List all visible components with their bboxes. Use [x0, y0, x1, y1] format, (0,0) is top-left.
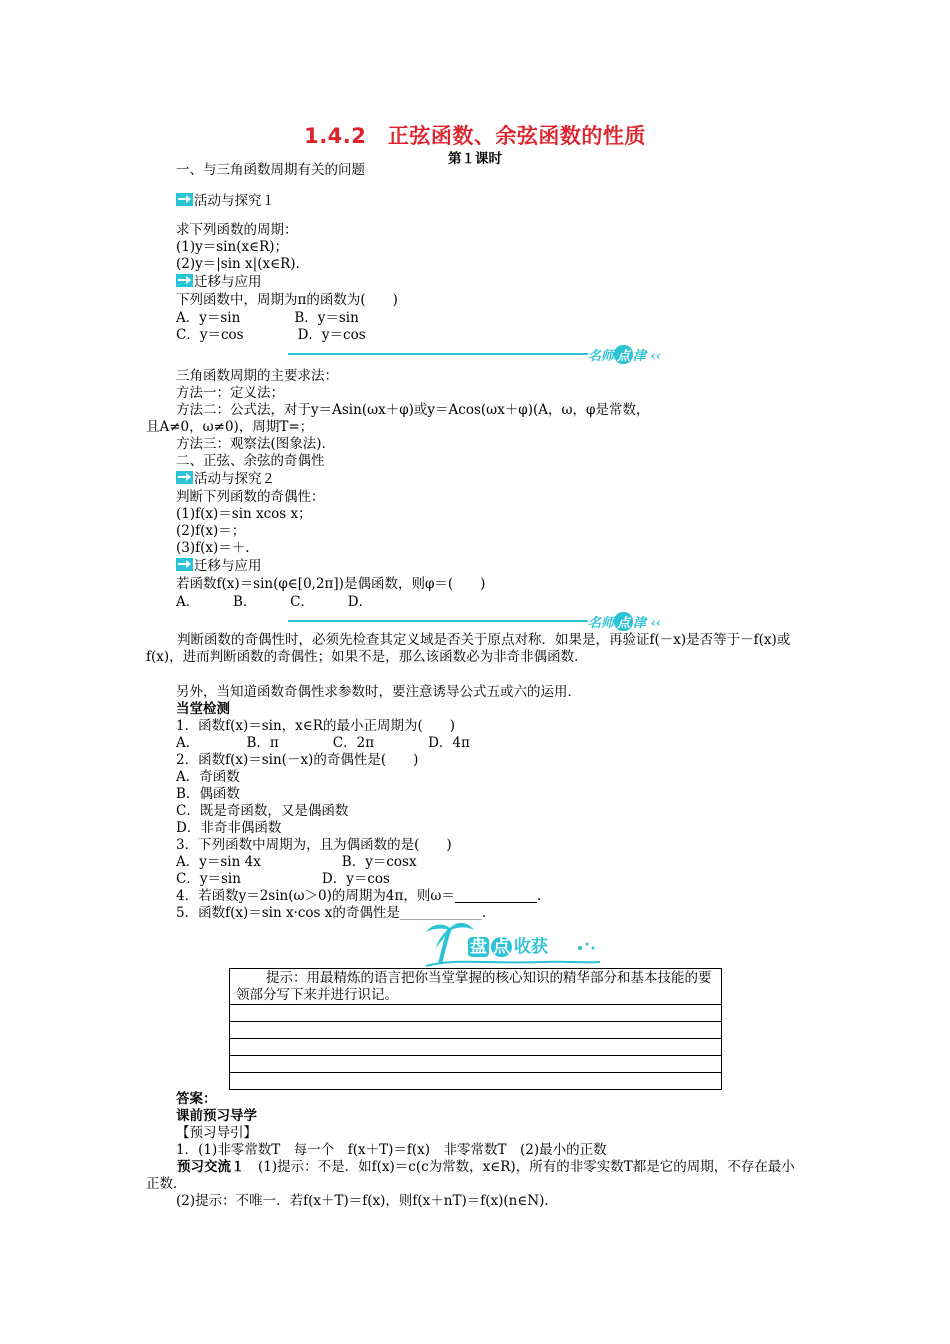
activity-1-item-2: (2)y＝|sin x|(x∈R). [176, 256, 300, 272]
section-heading-1: 一、与三角函数周期有关的问题 [176, 162, 365, 178]
answers-guide-heading: 【预习导引】 [176, 1125, 257, 1141]
activity-2-item-1: (1)f(x)＝sin xcos x； [176, 506, 312, 522]
question-2-option-d: D．非奇非偶函数 [176, 820, 282, 836]
tip-divider-1 [288, 353, 588, 355]
tip-1-line-4: 方法三：观察法(图象法). [176, 436, 326, 452]
transfer-2-options: A． B． C． D． [176, 594, 373, 610]
tip-2-paragraph-2: 另外，当知道函数奇偶性求参数时，要注意诱导公式五或六的运用． [176, 684, 581, 700]
notes-row[interactable] [230, 1022, 722, 1039]
tip-1-line-2: 方法二：公式法，对于y＝Asin(ωx＋φ)或y＝Acos(ωx＋φ)(A，ω，φ是常数， [176, 402, 650, 418]
notes-row[interactable] [230, 1073, 722, 1090]
activity-2-item-3: (3)f(x)＝＋. [176, 540, 250, 556]
question-5: 5．函数f(x)＝sin x·cos x的奇偶性是 . [176, 905, 487, 921]
transfer-1-heading: 迁移与应用 [176, 274, 262, 291]
question-2-option-a: A．奇函数 [176, 769, 240, 785]
activity-2-heading: 活动与探究２ [176, 471, 275, 488]
answers-preview-heading: 课前预习导学 [176, 1108, 257, 1124]
answers-exchange-1: 预习交流１ (1)提示：不是．如f(x)＝c(c为常数，x∈R)，所有的非零实数T都是它的周期，不存在最小正数． [146, 1159, 795, 1192]
summary-title: 盘 点 收获 [470, 937, 548, 957]
tip-1-line-3: 且A≠0，ω≠0)，周期T=； [146, 419, 314, 435]
summary-banner [424, 918, 600, 968]
notes-row[interactable] [230, 1039, 722, 1056]
activity-1-question: 求下列函数的周期： [176, 222, 298, 238]
question-1: 1．函数f(x)＝sin，x∈R的最小正周期为( ) [176, 718, 455, 734]
notes-prompt: 提示：用最精炼的语言把你当堂掌握的核心知识的精华部分和基本技能的要领部分写下来并进行识记。 [230, 969, 722, 1005]
teacher-tip-badge-2: 名师 点 津 ‹‹ [588, 612, 694, 630]
check-heading: 当堂检测 [176, 701, 230, 717]
question-2-option-b: B．偶函数 [176, 786, 240, 802]
transfer-1-options-cd: C．y＝cos D．y＝cos [176, 327, 366, 343]
page-subtitle: 第１课时 [448, 151, 502, 167]
notes-row[interactable] [230, 1056, 722, 1073]
notes-row[interactable] [230, 1005, 722, 1022]
question-3: 3．下列函数中周期为，且为偶函数的是( ) [176, 837, 452, 853]
teacher-tip-badge-1: 名师 点 津 ‹‹ [588, 345, 694, 363]
question-2-option-c: C．既是奇函数，又是偶函数 [176, 803, 349, 819]
arrow-icon [176, 193, 193, 206]
page-title: 1.4.2 正弦函数、余弦函数的性质 [304, 124, 646, 148]
transfer-2-question: 若函数f(x)＝sin(φ∈[0,2π])是偶函数，则φ＝( ) [176, 576, 486, 592]
question-3-options-cd: C．y＝sin D．y＝cos [176, 871, 390, 887]
question-1-options: A． B．π C．2π D．4π [176, 735, 470, 751]
answers-item-1: 1．(1)非零常数T 每一个 f(x＋T)＝f(x) 非零常数T (2)最小的正数 [176, 1142, 607, 1158]
question-2: 2．函数f(x)＝sin(－x)的奇偶性是( ) [176, 752, 419, 768]
tip-1-line-1: 方法一：定义法； [176, 385, 284, 401]
activity-2-question: 判断下列函数的奇偶性： [176, 489, 325, 505]
notes-table [229, 968, 722, 1090]
tip-divider-2 [288, 620, 588, 622]
arrow-icon [176, 274, 193, 287]
answers-heading: 答案： [176, 1091, 217, 1107]
tip-2-paragraph-1: 判断函数的奇偶性时，必须先检查其定义域是否关于原点对称．如果是，再验证f(－x)是否等于－f(x)或f(x)，进而判断函数的奇偶性；如果不是，那么该函数必为非奇非偶函数． [146, 632, 791, 665]
arrow-icon [176, 471, 193, 484]
answers-exchange-2: (2)提示：不唯一．若f(x＋T)＝f(x)，则f(x＋nT)＝f(x)(n∈N)． [176, 1193, 558, 1209]
transfer-2-heading: 迁移与应用 [176, 558, 262, 575]
arrow-icon [176, 558, 193, 571]
question-4: 4．若函数y＝2sin(ω＞0)的周期为4π，则ω＝ . [176, 888, 542, 904]
activity-1-item-1: (1)y＝sin(x∈R)； [176, 239, 288, 255]
question-3-options-ab: A．y＝sin 4x B．y＝cosx [176, 854, 417, 870]
activity-2-item-2: (2)f(x)＝； [176, 523, 246, 539]
section-heading-2: 二、正弦、余弦的奇偶性 [176, 453, 325, 469]
tip-1-line-0: 三角函数周期的主要求法： [176, 368, 338, 384]
answer-blank [455, 888, 537, 903]
transfer-1-options-ab: A．y＝sin B．y＝sin [176, 310, 359, 326]
transfer-1-question: 下列函数中，周期为π的函数为( ) [176, 292, 398, 308]
activity-1-heading: 活动与探究１ [176, 193, 275, 210]
